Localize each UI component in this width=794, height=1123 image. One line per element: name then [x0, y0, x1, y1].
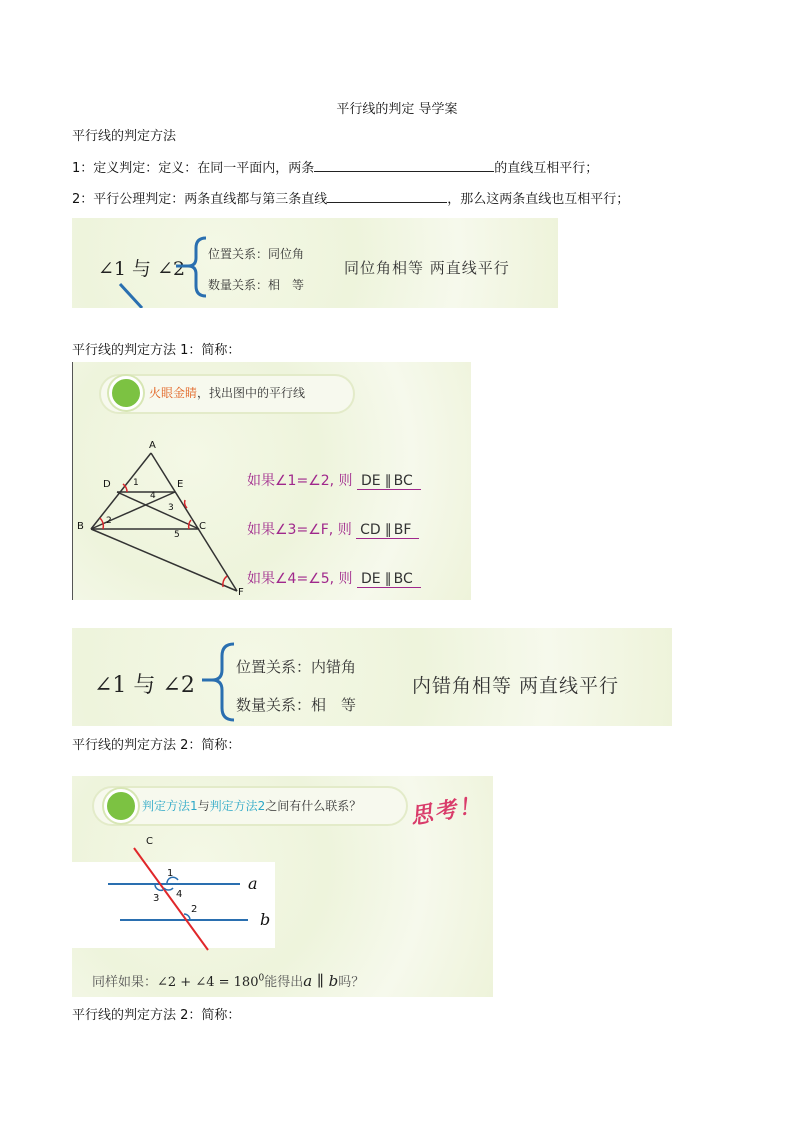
parallel-symbol: ∥	[384, 571, 392, 587]
question-degree: 0	[258, 973, 265, 984]
angle-label-5: 5	[174, 530, 180, 540]
angle-formula: ∠1 与 ∠2	[98, 258, 186, 280]
answer-row	[247, 519, 419, 539]
answer-1: DE	[357, 571, 385, 588]
angle-label-1: 1	[167, 868, 174, 879]
corresponding-angles-panel	[72, 218, 558, 308]
answer-row	[247, 568, 421, 588]
transversal-c	[134, 848, 208, 950]
parallel-symbol: ∥	[384, 522, 392, 538]
definition-tail: 的直线互相平行；	[494, 161, 599, 176]
quantity-relation: 数量关系：相 等	[236, 696, 357, 714]
angle-label-2: 2	[191, 904, 198, 915]
banner-question: 之间有什么联系？	[265, 799, 362, 813]
question-suffix: 吗？	[338, 975, 365, 990]
parallel-symbol: ∥	[384, 473, 392, 489]
answer-2: BF	[392, 522, 420, 539]
axiom-text: 2：平行公理判定：两条直线都与第三条直线	[72, 192, 328, 207]
question-prefix: 同样如果：	[92, 975, 158, 990]
label-c: C	[146, 836, 153, 847]
conclusion-text: 内错角相等 两直线平行	[412, 675, 620, 697]
angle-label-4: 4	[176, 889, 183, 900]
question-formula: ∠2 + ∠4 = 180	[157, 975, 259, 990]
point-label-c: C	[199, 521, 206, 532]
point-label-e: E	[177, 479, 184, 490]
question-mid: 能得出	[264, 975, 304, 990]
point-label-f: F	[238, 587, 244, 598]
method1-label: 平行线的判定方法 1：简称：	[72, 343, 241, 358]
definition-line	[72, 157, 598, 176]
question-ab: a ∥ b	[303, 972, 339, 990]
condition-text: 如果∠4=∠5, 则	[247, 571, 353, 587]
angle-label-4: 4	[150, 491, 156, 501]
point-label-a: A	[149, 440, 156, 451]
condition-text: 如果∠3=∠F, 则	[247, 522, 352, 538]
answer-row	[247, 470, 421, 490]
banner-and: 与	[197, 799, 210, 813]
position-relation: 位置关系：内错角	[236, 658, 357, 676]
axiom-tail: ，那么这两条直线也互相平行；	[447, 192, 630, 207]
method2b-label: 平行线的判定方法 2：简称：	[72, 1008, 241, 1023]
banner-method2: 判定方法2	[209, 799, 266, 813]
point-label-d: D	[103, 479, 111, 490]
section-heading: 平行线的判定方法	[72, 129, 177, 144]
point-label-b: B	[77, 521, 84, 532]
angle-label-2: 2	[106, 516, 112, 526]
find-parallel-panel	[72, 362, 471, 600]
label-a: a	[248, 874, 258, 893]
alternate-angles-panel	[72, 628, 672, 726]
transversal-stub	[120, 284, 142, 308]
banner-rest: ，找出图中的平行线	[197, 386, 306, 400]
conclusion-text: 同位角相等 两直线平行	[344, 259, 510, 277]
position-relation: 位置关系：同位角	[208, 247, 305, 261]
answer-1: DE	[357, 473, 385, 490]
definition-text: 1：定义判定：定义：在同一平面内，两条	[72, 161, 315, 176]
answer-2: BC	[392, 571, 421, 588]
condition-text: 如果∠1=∠2, 则	[247, 473, 353, 489]
angle-label-1: 1	[133, 478, 139, 488]
banner-highlight: 火眼金睛	[149, 386, 198, 400]
method2-label: 平行线的判定方法 2：简称：	[72, 738, 241, 753]
brace-icon	[212, 644, 234, 720]
angle-label-3: 3	[153, 893, 160, 904]
page-title: 平行线的判定 导学案	[336, 102, 458, 117]
think-panel	[72, 776, 493, 997]
quantity-relation: 数量关系：相 等	[208, 278, 305, 292]
axiom-line	[72, 188, 629, 207]
answer-1: CD	[356, 522, 385, 539]
parallel-lines-figure	[72, 776, 493, 997]
answer-blank[interactable]	[327, 190, 447, 203]
angle-label-3: 3	[168, 503, 174, 513]
question-text	[92, 971, 364, 990]
angle-formula: ∠1 与 ∠2	[94, 673, 195, 698]
label-b: b	[260, 910, 271, 929]
brace-icon	[188, 238, 206, 296]
banner-method1: 判定方法1	[142, 799, 198, 813]
answer-blank[interactable]	[314, 159, 494, 172]
think-badge: 思考！	[408, 792, 484, 831]
answer-2: BC	[392, 473, 421, 490]
